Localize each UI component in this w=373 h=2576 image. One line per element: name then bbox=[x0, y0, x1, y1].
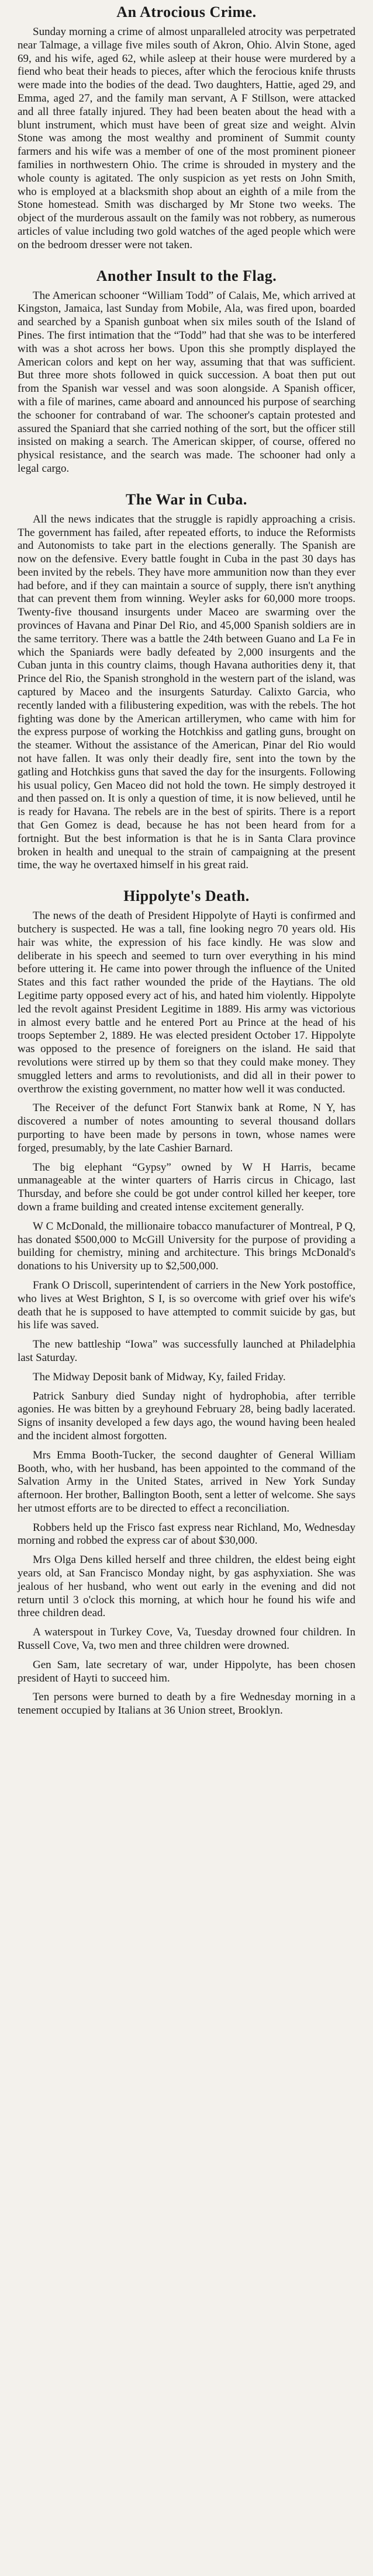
article-paragraph: W C McDonald, the millionaire tobacco manufacturer of Montreal, P Q, has donated $500,000 to McGill University for the purpose of providing a building for chemistry, mining and architecture. This brings McDonald's donations to his University up to $2,500,000. bbox=[18, 1220, 355, 1273]
article-paragraph: The big elephant “Gypsy” owned by W H Harris, became unmanageable at the winter quarters of Harris circus in Chicago, last Thursday, and before she could be got under control killed her keeper, tore down a frame building and created intense excitement generally. bbox=[18, 1161, 355, 1213]
articles-container bbox=[18, 4, 355, 1718]
article-paragraph: Patrick Sanbury died Sunday night of hydrophobia, after terrible agonies. He was bitten by a greyhound February 28, being badly lacerated. Signs of insanity developed a few days ago, the wound having been healed and the incident almost forgotten. bbox=[18, 1390, 355, 1442]
article-paragraph: Robbers held up the Frisco fast express near Richland, Mo, Wednesday morning and robbed the express car of about $30,000. bbox=[18, 1521, 355, 1547]
article-paragraph: Gen Sam, late secretary of war, under Hippolyte, has been chosen president of Hayti to succeed him. bbox=[18, 1658, 355, 1684]
article-headline: Hippolyte's Death. bbox=[123, 887, 250, 905]
article-paragraph: Frank O Driscoll, superintendent of carriers in the New York postoffice, who lives at West Brighton, S I, is so overcome with grief over his wife's death that he is supposed to have attempted to commit suicide by gas, but his life was saved. bbox=[18, 1279, 355, 1332]
article-headline: The War in Cuba. bbox=[126, 490, 247, 508]
article-paragraph: Sunday morning a crime of almost unparalleled atrocity was perpetrated near Talmage, a village five miles south of Akron, Ohio. Alvin Stone, aged 69, and his wife, aged 62, while asleep at their house were murdered by a fiend who beat their heads to pieces, after which the ferocious knife thrusts were made into the bodies of the dead. Two daughters, Hattie, aged 29, and Emma, aged 27, and the family man servant, A F Stillson, were attacked and all three fatally injured. They had been beaten about the head with a blunt instrument, which must have been of great size and weight. Alvin Stone was among the most wealthy and prominent of Summit county farmers and his wife was a member of one of the most prominent pioneer families in northwestern Ohio. The crime is shrouded in mystery and the whole county is agitated. The only suspicion as yet rests on John Smith, who is employed at a blacksmith shop about an eighth of a mile from the Stone homestead. Smith was discharged by Mr Stone two weeks. The object of the murderous assault on the family was not robbery, as numerous articles of value including two gold watches of the aged people which were on the bedroom dresser were not taken. bbox=[18, 26, 355, 251]
article-paragraph: All the news indicates that the struggle is rapidly approaching a crisis. The government has failed, after repeated efforts, to induce the Reformists and Autonomists to take part in the elections generally. The Spanish are now on the defensive. Every battle fought in Cuba in the past 30 days has been invited by the rebels. They have more ammunition now than they ever had before, and if they can maintain a source of supply, there isn't anything that can prevent them from winning. Weyler asks for 60,000 more troops. Twenty-five thousand insurgents under Maceo are swarming over the provinces of Havana and Pinar Del Rio, and 45,000 Spanish soldiers are in the same territory. There was a battle the 24th between Guano and La Fe in which the Spaniards were badly defeated by 2,000 insurgents and the Cuban junta in this country claims, though Havana authorities deny it, that Prince del Rio, the Spanish stronghold in the western part of the island, was captured by Maceo and the insurgents Saturday. Calixto Garcia, who recently landed with a filibustering expedition, was with the rebels. The hot fighting was done by the American artillerymen, who came with him for the express purpose of working the Hotchkiss and gatling guns, brought on the steamer. Without the assistance of the American, Pinar del Rio would not have fallen. It was only their deadly fire, sent into the town by the gatling and Hotchkiss guns that saved the day for the insurgents. Following his usual policy, Gen Maceo did not hold the town. He simply destroyed it and then passed on. It is only a question of time, it is now believed, until he is ready for Havana. The rebels are in the best of spirits. There is a report that Gen Gomez is dead, because he has not been heard from for a fortnight. But the best information is that he is in Santa Clara province broken in health and unequal to the strain of campaigning at the present time, the way he overtaxed himself in his great raid. bbox=[18, 513, 355, 872]
article-paragraph: Ten persons were burned to death by a fire Wednesday morning in a tenement occupied by Italians at 36 Union street, Brooklyn. bbox=[18, 1691, 355, 1717]
article-paragraph: A waterspout in Turkey Cove, Va, Tuesday drowned four children. In Russell Cove, Va, two men and three children were drowned. bbox=[18, 1626, 355, 1652]
article-paragraph: The news of the death of President Hippolyte of Hayti is confirmed and butchery is suspected. He was a tall, fine looking negro 70 years old. His hair was white, the expression of his face kindly. He was slow and deliberate in his speech and seemed to turn over everything in his mind before uttering it. He came into power through the influence of the United States and this fact rather wounded the pride of the Haytians. The old Legitime party opposed every act of his, and hated him violently. Hippolyte led the revolt against President Legitime in 1889. His army was victorious in almost every battle and he entered Port au Prince at the head of his troops September 2, 1889. He was elected president October 17. Hippolyte was opposed to the presence of foreigners on the island. He said that revolutions were stirred up by them so that they could make money. They smuggled letters and arms to revolutionists, and did all in their power to overthrow the existing government, no matter how well it was conducted. bbox=[18, 910, 355, 1095]
article bbox=[18, 491, 355, 873]
article-paragraph: The new battleship “Iowa” was successfully launched at Philadelphia last Saturday. bbox=[18, 1338, 355, 1364]
article-headline: Another Insult to the Flag. bbox=[96, 267, 277, 284]
article-paragraph: The Receiver of the defunct Fort Stanwix bank at Rome, N Y, has discovered a number of notes amounting to several thousand dollars purporting to have been made by persons in town, whose names were forged, presumably, by the late Cashier Barnard. bbox=[18, 1102, 355, 1154]
article bbox=[18, 267, 355, 476]
article bbox=[18, 887, 355, 1718]
article-paragraph: Mrs Emma Booth-Tucker, the second daughter of General William Booth, who, with her husband, has been appointed to the command of the Salvation Army in the United States, arrived in New York Sunday afternoon. Her brother, Ballington Booth, sent a letter of welcome. She says her utmost efforts are to be directed to effect a reconciliation. bbox=[18, 1449, 355, 1515]
article-paragraph: The American schooner “William Todd” of Calais, Me, which arrived at Kingston, Jamaica, last Sunday from Mobile, Ala, was fired upon, boarded and searched by a Spanish gunboat when six miles south of the Island of Pines. The first intimation that the “Todd” had that she was to be interfered with was a shot across her bows. Upon this she promptly displayed the American colors and kept on her way, assuming that that was sufficient. But three more shots followed in quick succession. A boat then put out from the Spanish war vessel and was soon alongside. A Spanish officer, with a file of marines, came aboard and announced his purpose of searching the schooner for contraband of war. The schooner's captain protested and assured the Spaniard that she carried nothing of the sort, but the officer still insisted on making a search. The American skipper, of course, offered no physical resistance, and the search was made. The schooner had only a legal cargo. bbox=[18, 289, 355, 475]
article-paragraph: The Midway Deposit bank of Midway, Ky, failed Friday. bbox=[33, 1370, 286, 1383]
article-headline: An Atrocious Crime. bbox=[116, 4, 257, 20]
article bbox=[18, 4, 355, 252]
article-paragraph: Mrs Olga Dens killed herself and three children, the eldest being eight years old, at San Francisco Monday night, by gas asphyxiation. She was jealous of her husband, who went out early in the evening and did not return until 3 o'clock this morning, at which hour he found his wife and three children dead. bbox=[18, 1554, 355, 1620]
